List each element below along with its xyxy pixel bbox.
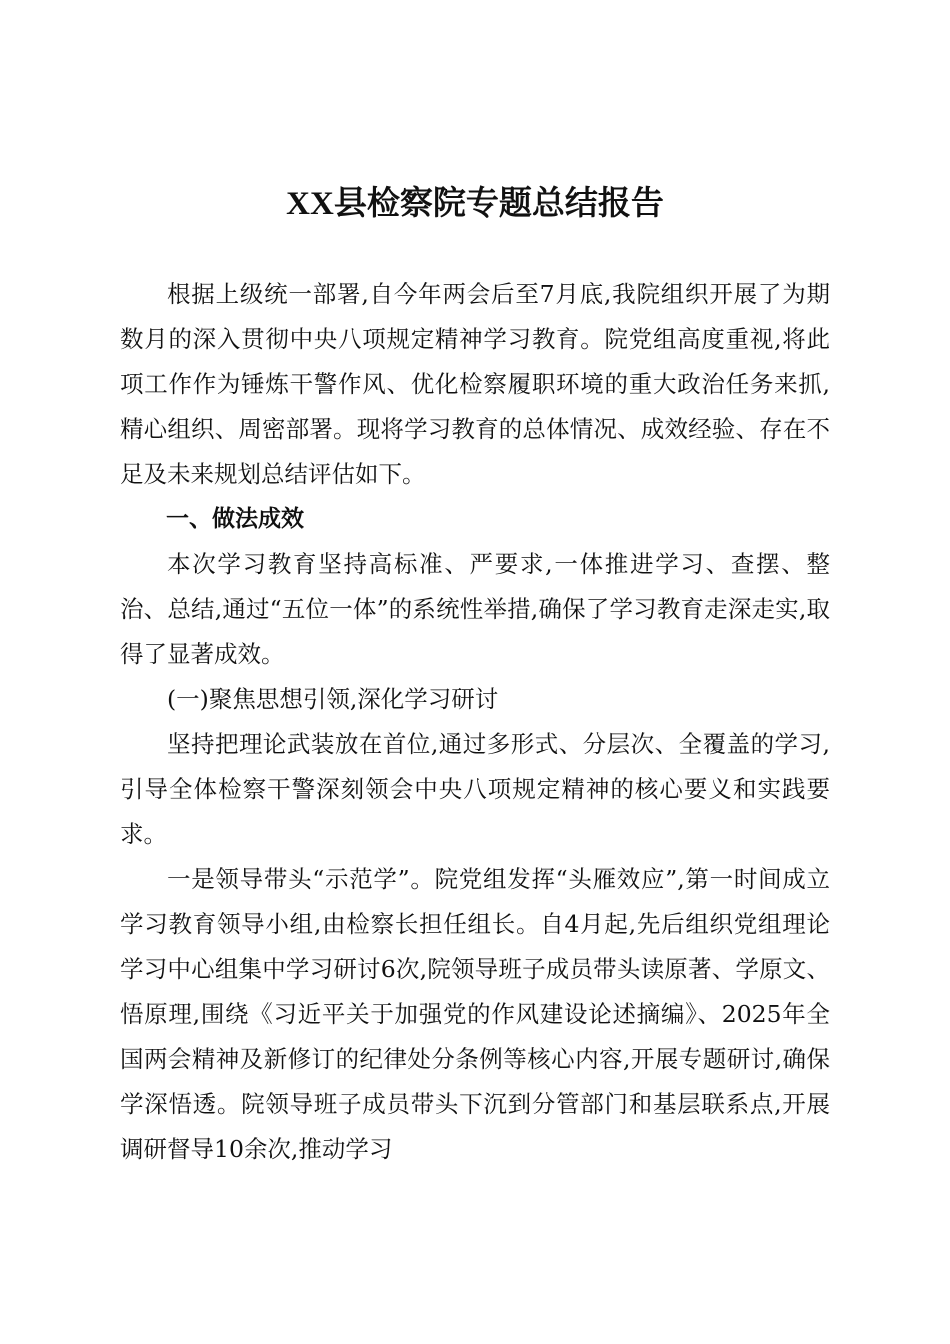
section-heading: 一、做法成效 (166, 506, 304, 532)
subsection-heading: (一)聚焦思想引领,深化学习研讨 (167, 685, 499, 713)
detail-paragraph: 一是领导带头“示范学”。院党组发挥“头雁效应”,第一时间成立学习教育领导小组,由检察长担任组长。自4月起,先后组织党组理论学习中心组集中学习研讨6次,院领导班子成员带头读原著、学原文、悟原理,围绕《习近平关于加强党的作风建设论述摘编》、2025年全国两会精神及新修订的纪律处分条例等核心内容,开展专题研讨,确保学深悟透。院领导班子成员带头下沉到分管部门和基层联系点,开展调研督导10余次,推动学习 (120, 865, 830, 1163)
document-body (120, 272, 830, 1172)
document-title: XX县检察院专题总结报告 (286, 186, 664, 222)
section-paragraph: 本次学习教育坚持高标准、严要求,一体推进学习、查摆、整治、总结,通过“五位一体”的系统性举措,确保了学习教育走深走实,取得了显著成效。 (120, 550, 830, 668)
intro-paragraph: 根据上级统一部署,自今年两会后至7月底,我院组织开展了为期数月的深入贯彻中央八项规定精神学习教育。院党组高度重视,将此项工作作为锤炼干警作风、优化检察履职环境的重大政治任务来抓,精心组织、周密部署。现将学习教育的总体情况、成效经验、存在不足及未来规划总结评估如下。 (120, 280, 830, 488)
subsection-paragraph: 坚持把理论武装放在首位,通过多形式、分层次、全覆盖的学习,引导全体检察干警深刻领会中央八项规定精神的核心要义和实践要求。 (120, 730, 830, 848)
